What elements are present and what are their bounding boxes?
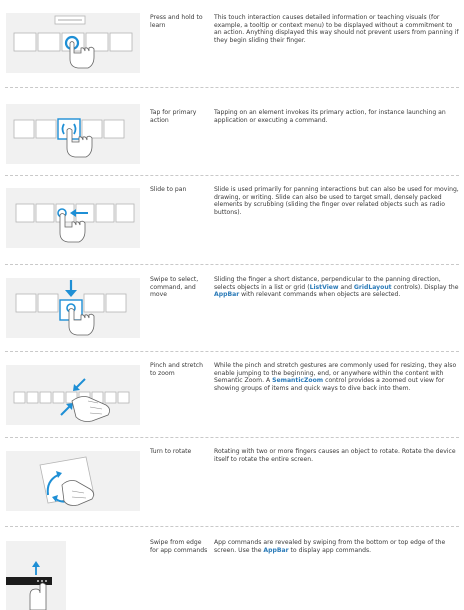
rotate-illustration — [6, 451, 140, 511]
gesture-label: Swipe to select, command, and move — [150, 276, 199, 299]
desc-text: and — [338, 283, 354, 291]
gesture-row-slide — [0, 176, 464, 264]
tap-illustration — [6, 104, 140, 164]
gesture-row-press-and-hold — [0, 0, 464, 87]
gesture-description: Tapping on an element invokes its primary action, for instance launching an application or executing a command. — [214, 109, 446, 124]
gesture-description — [214, 276, 460, 299]
swipe-select-illustration — [6, 278, 140, 338]
gesture-label: Tap for primary action — [150, 109, 197, 124]
gesture-row-swipe-select — [0, 265, 464, 351]
gesture-description — [214, 539, 460, 554]
gesture-description: This touch interaction causes detailed information or teaching visuals (for example, a tooltip or context menu) to be displayed without a commitment to an action. Anything displayed this way should not prevent users from panning if they begin sliding their finger. — [214, 14, 459, 44]
desc-text: App commands are revealed by swiping from the bottom or top edge of the screen. Use the — [214, 539, 446, 554]
desc-text: Sliding the finger a short distance, perpendicular to the panning direction, selects objects in a list or grid ( — [214, 276, 441, 291]
keyword-appbar: AppBar — [214, 291, 240, 299]
gesture-label: Press and hold to learn — [150, 14, 203, 29]
keyword-appbar: AppBar — [263, 546, 289, 554]
pinch-stretch-illustration — [6, 365, 140, 425]
gesture-row-tap — [0, 88, 464, 175]
gesture-label: Swipe from edge for app commands — [150, 539, 208, 554]
gesture-row-rotate — [0, 438, 464, 526]
edge-swipe-illustration — [6, 541, 68, 610]
gesture-row-pinch-stretch — [0, 352, 464, 437]
keyword-gridlayout: GridLayout — [353, 283, 392, 291]
keyword-semanticzoom: SemanticZoom — [272, 377, 324, 385]
keyword-listview: ListView — [309, 283, 339, 291]
desc-text: with relevant commands when objects are selected. — [239, 291, 401, 299]
desc-text: controls). Display the — [391, 283, 459, 291]
gesture-description: Rotating with two or more fingers causes an object to rotate. Rotate the device itself to rotate the entire screen. — [214, 448, 456, 463]
desc-text: control provides a zoomed out view for showing groups of items and quick ways to dive back into them. — [214, 377, 445, 392]
gesture-row-edge-swipe — [0, 527, 464, 610]
press-and-hold-illustration — [6, 13, 140, 73]
slide-illustration — [6, 188, 140, 248]
desc-text: to display app commands. — [288, 546, 372, 554]
desc-text: While the pinch and stretch gestures are commonly used for resizing, they also enable jumping to the beginning, end, or anywhere within the content with Semantic Zoom. A — [214, 362, 457, 385]
gesture-label: Pinch and stretch to zoom — [150, 362, 203, 377]
gesture-description: Slide is used primarily for panning interactions but can also be used for moving, drawing, or writing. Slide can also be used to target small, densely packed elements by scrubbing (sliding the finger over related objects such as radio buttons). — [214, 186, 459, 216]
gesture-description — [214, 362, 460, 392]
gesture-label: Slide to pan — [150, 186, 187, 193]
gesture-label: Turn to rotate — [150, 448, 192, 455]
